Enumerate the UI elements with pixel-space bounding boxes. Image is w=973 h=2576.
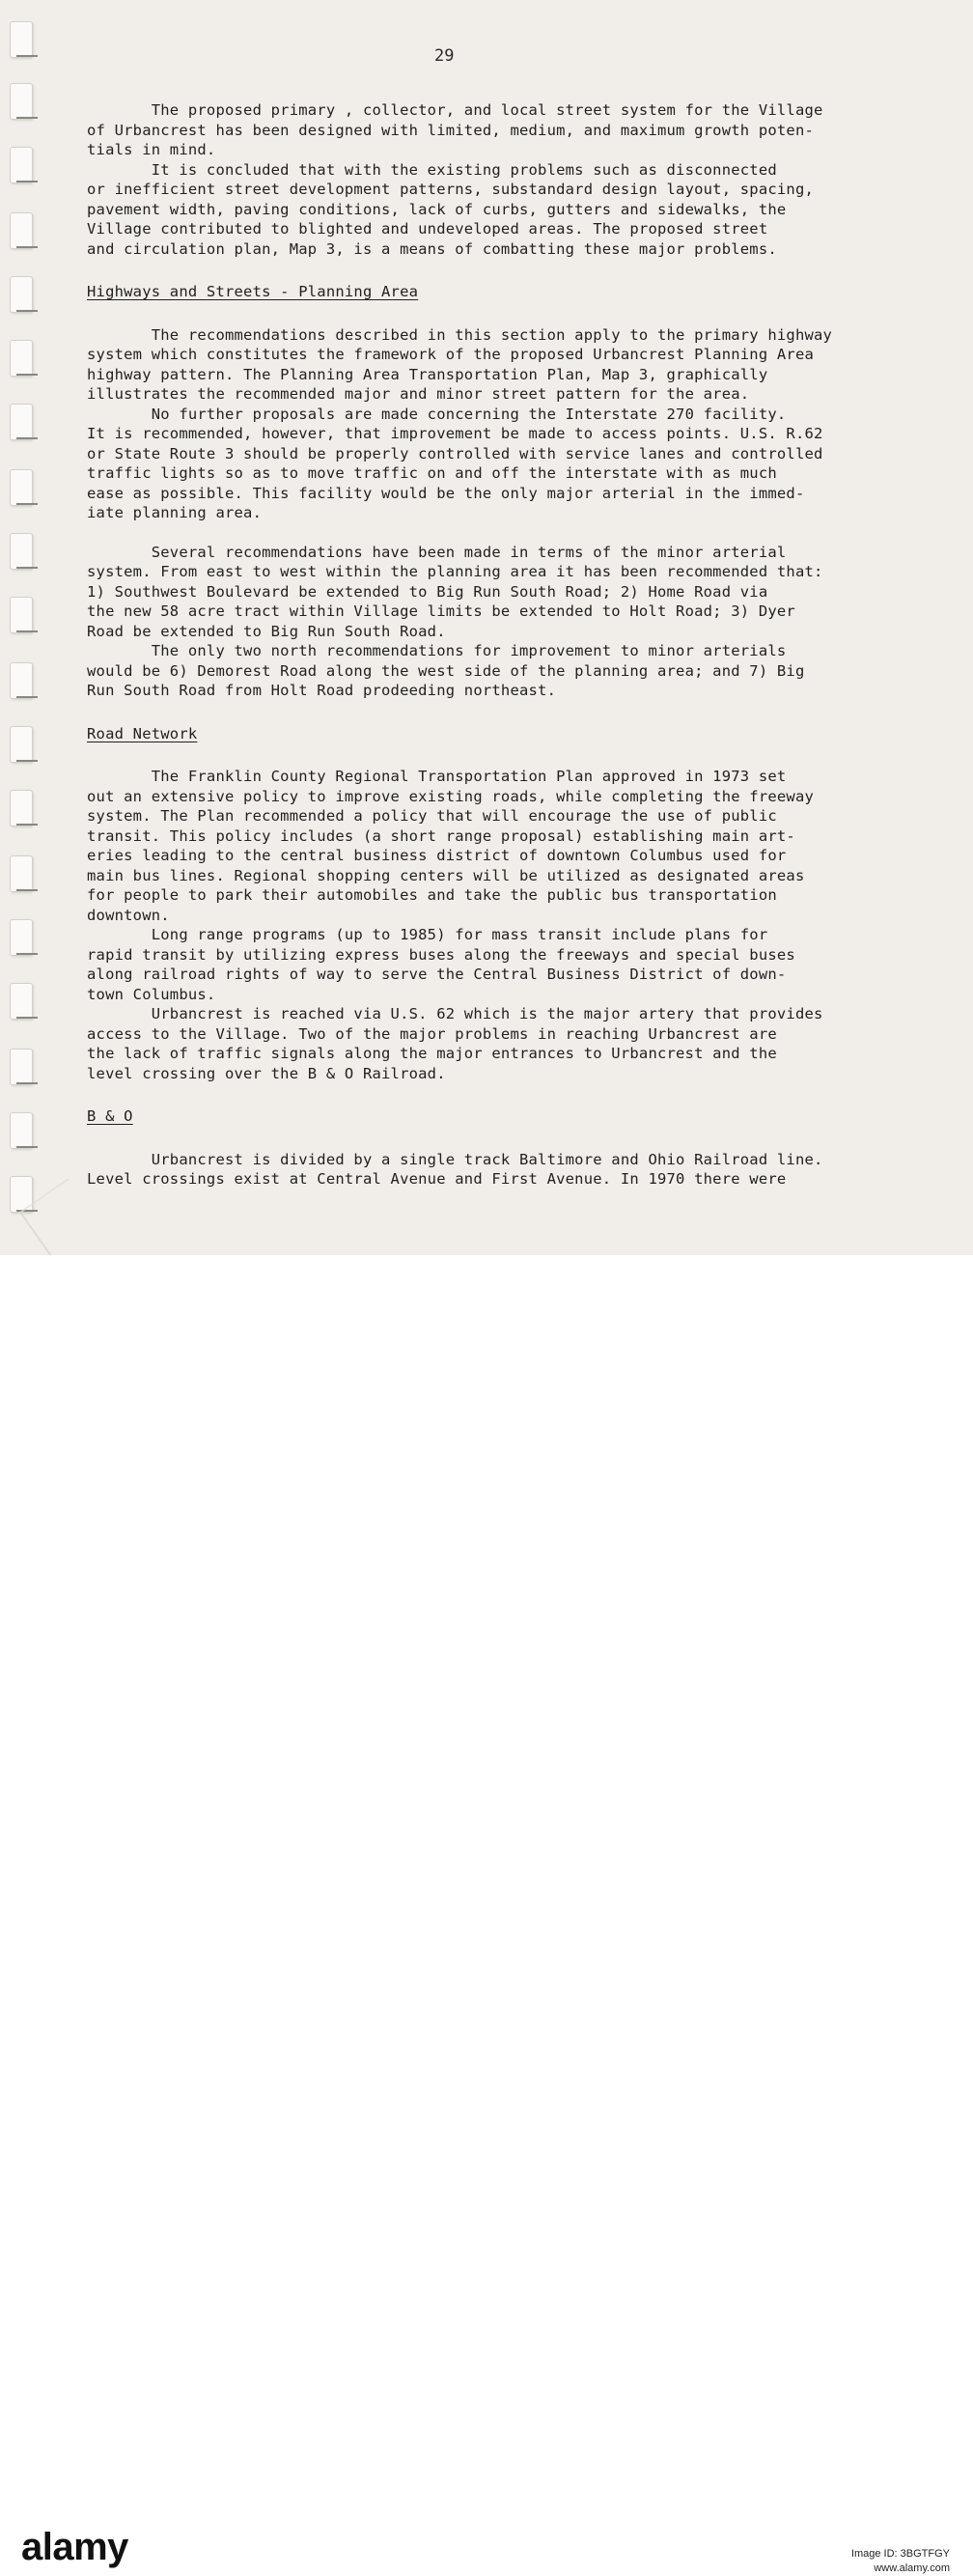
binding-ring	[10, 404, 33, 440]
text-line: No further proposals are made concerning the Interstate 270 facility.	[87, 405, 787, 423]
binding-ring	[10, 469, 33, 506]
binding-ring	[10, 276, 33, 313]
text-line: Long range programs (up to 1985) for mass transit include plans for	[87, 926, 768, 943]
text-line: Village contributed to blighted and undeveloped areas. The proposed street	[87, 220, 768, 238]
text-line: Level crossings exist at Central Avenue and First Avenue. In 1970 there were	[87, 1170, 787, 1188]
text-line: It is recommended, however, that improvement be made to access points. U.S. R.62	[87, 425, 823, 442]
text-line: system. From east to west within the planning area it has been recommended that:	[87, 563, 823, 580]
binding-ring	[10, 340, 33, 377]
binding-ring	[10, 533, 33, 570]
page-number: 29	[434, 46, 455, 66]
binding-ring	[10, 919, 33, 956]
text-line: downtown.	[87, 906, 170, 924]
binding-ring	[10, 83, 33, 120]
text-line: access to the Village. Two of the major problems in reaching Urbancrest are	[87, 1024, 777, 1043]
text-line: The Franklin County Regional Transportation Plan approved in 1973 set	[87, 768, 787, 785]
text-line: the lack of traffic signals along the major entrances to Urbancrest and the	[87, 1045, 777, 1062]
text-line: system which constitutes the framework of the proposed Urbancrest Planning Area	[87, 346, 815, 363]
binding-ring	[10, 1049, 33, 1085]
text-line: illustrates the recommended major and minor street pattern for the area.	[87, 385, 750, 403]
text-line: level crossing over the B & O Railroad.	[87, 1064, 446, 1082]
binding-ring	[10, 726, 33, 763]
binding-ring	[10, 790, 33, 826]
bo-section	[87, 1150, 859, 1190]
text-line: transit. This policy includes (a short range proposal) establishing main art-	[87, 826, 795, 845]
spiral-binding	[0, 0, 68, 1255]
stock-footer	[0, 1255, 973, 2574]
text-line: main bus lines. Regional shopping centers will be utilized as designated areas	[87, 866, 805, 884]
text-line: for people to park their automobiles and take the public bus transportation	[87, 886, 777, 904]
binding-ring	[10, 212, 33, 249]
alamy-logo: alamy	[21, 2526, 128, 2568]
document-page	[0, 0, 973, 1255]
text-line: The recommendations described in this section apply to the primary highway	[87, 325, 833, 344]
text-line: It is concluded that with the existing problems such as disconnected	[87, 160, 777, 179]
text-line: traffic lights so as to move traffic on and off the interstate with as much	[87, 464, 777, 482]
text-line: highway pattern. The Planning Area Transportation Plan, Map 3, graphically	[87, 365, 768, 383]
section-heading-bo: B & O	[87, 1107, 133, 1125]
text-line: and circulation plan, Map 3, is a means of combatting these major problems.	[87, 239, 777, 258]
text-line: ease as possible. This facility would be the only major arterial in the immed-	[87, 484, 805, 502]
text-line: Several recommendations have been made in terms of the minor arterial	[87, 543, 787, 561]
text-line: town Columbus.	[87, 985, 216, 1003]
binding-ring	[10, 662, 33, 699]
text-line: rapid transit by utilizing express buses along the freeways and special buses	[87, 945, 795, 964]
text-line: out an extensive policy to improve existing roads, while completing the freeway	[87, 787, 815, 805]
text-line: would be 6) Demorest Road along the west side of the planning area; and 7) Big	[87, 661, 805, 680]
text-line: of Urbancrest has been designed with limited, medium, and maximum growth poten-	[87, 121, 815, 139]
text-line: system. The Plan recommended a policy that will encourage the use of public	[87, 807, 777, 825]
image-credit	[851, 2547, 950, 2576]
text-line: the new 58 acre tract within Village limits be extended to Holt Road; 3) Dyer	[87, 602, 795, 620]
highways-section	[87, 325, 859, 701]
binding-ring	[10, 21, 33, 58]
text-line: Run South Road from Holt Road prodeeding northeast.	[87, 682, 557, 699]
text-line: or inefficient street development patterns, substandard design layout, spacing,	[87, 181, 815, 198]
text-line: 1) Southwest Boulevard be extended to Big Run South Road; 2) Home Road via	[87, 582, 768, 601]
road-network-section	[87, 767, 859, 1083]
binding-ring	[10, 1112, 33, 1149]
text-line: The proposed primary , collector, and local street system for the Village	[87, 101, 823, 119]
binding-ring	[10, 855, 33, 892]
section-heading-road-network: Road Network	[87, 724, 198, 742]
section-heading-highways: Highways and Streets - Planning Area	[87, 283, 419, 300]
text-line: tials in mind.	[87, 141, 216, 158]
binding-ring	[10, 983, 33, 1020]
text-line: or State Route 3 should be properly controlled with service lanes and controlled	[87, 444, 823, 462]
intro-section	[87, 100, 859, 259]
binding-ring	[10, 597, 33, 633]
text-line: Urbancrest is divided by a single track Baltimore and Ohio Railroad line.	[87, 1150, 823, 1168]
text-line: The only two north recommendations for improvement to minor arterials	[87, 642, 787, 659]
text-line: Urbancrest is reached via U.S. 62 which is the major artery that provides	[87, 1005, 823, 1022]
text-line: eries leading to the central business district of downtown Columbus used for	[87, 847, 787, 864]
image-id: Image ID: 3BGTFGY	[850, 2548, 950, 2560]
text-line: pavement width, paving conditions, lack of curbs, gutters and sidewalks, the	[87, 200, 787, 218]
text-line: iate planning area.	[87, 504, 263, 521]
page-body	[87, 100, 859, 1190]
site-url: www.alamy.com	[874, 2562, 950, 2574]
binding-ring	[10, 147, 33, 183]
text-line: Road be extended to Big Run South Road.	[87, 622, 446, 640]
text-line: along railroad rights of way to serve the Central Business District of down-	[87, 966, 787, 983]
